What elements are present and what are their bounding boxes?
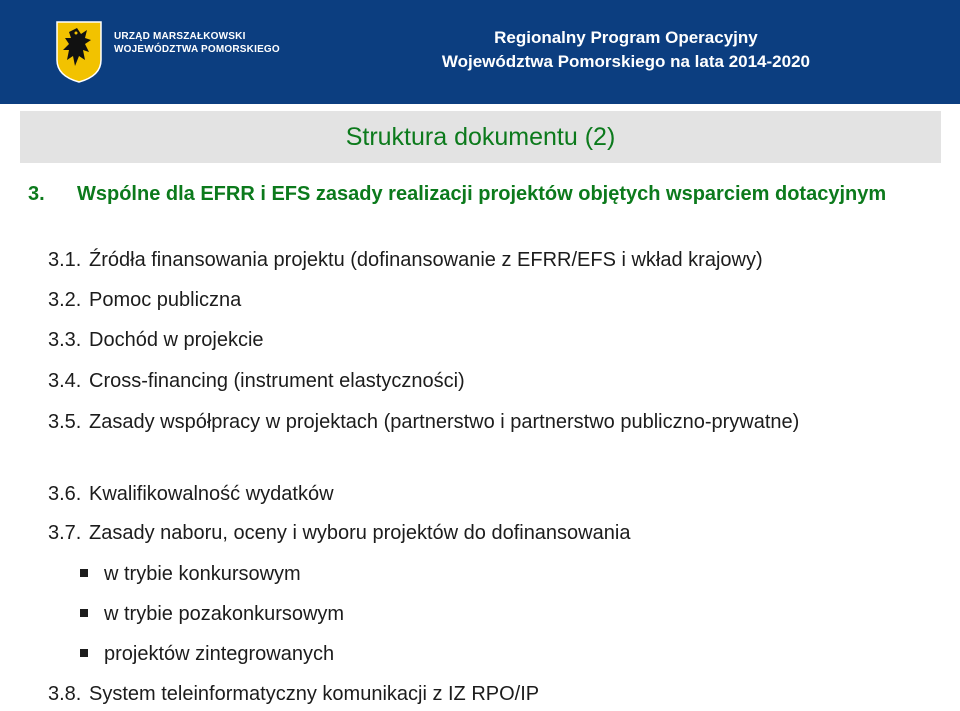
item-number: 3.2. — [48, 289, 82, 311]
item-number: 3.8. — [48, 683, 82, 705]
org-name-line1: URZĄD MARSZAŁKOWSKI — [114, 31, 246, 42]
list-item — [48, 244, 908, 277]
sub-list-item — [80, 638, 334, 671]
item-number: 3.6. — [48, 483, 82, 505]
program-title — [442, 26, 810, 74]
item-text: Pomoc publiczna — [89, 289, 242, 311]
slide-title: Struktura dokumentu (2) — [345, 123, 616, 151]
sub-list-item — [80, 598, 344, 631]
item-number: 3.1. — [48, 249, 82, 271]
list-item — [48, 406, 868, 439]
square-bullet-icon — [80, 609, 88, 617]
list-item — [48, 678, 908, 711]
item-text: Zasady naboru, oceny i wyboru projektów do dofinansowania — [89, 522, 631, 544]
list-item — [48, 478, 908, 511]
item-text: Źródła finansowania projektu (dofinansowanie z EFRR/EFS i wkład krajowy) — [89, 249, 763, 271]
item-number: 3.3. — [48, 329, 82, 351]
org-name-line2: WOJEWÓDZTWA POMORSKIEGO — [114, 44, 280, 55]
program-title-line1: Regionalny Program Operacyjny — [494, 28, 758, 47]
item-text: Cross-financing (instrument elastyczności) — [89, 370, 465, 392]
section-text: Wspólne dla EFRR i EFS zasady realizacji projektów objętych wsparciem dotacyjnym — [77, 183, 887, 205]
sub-list-item — [80, 558, 301, 591]
sub-item-text: w trybie pozakonkursowym — [104, 603, 345, 625]
item-number: 3.5. — [48, 411, 82, 433]
item-text: Kwalifikowalność wydatków — [89, 483, 334, 505]
list-item — [48, 517, 908, 550]
item-number: 3.7. — [48, 522, 82, 544]
item-text: System teleinformatyczny komunikacji z IZ RPO/IP — [89, 683, 540, 705]
list-item — [48, 365, 908, 398]
title-band — [20, 111, 941, 163]
list-item — [48, 324, 908, 357]
sub-item-text: projektów zintegrowanych — [104, 643, 335, 665]
program-title-line2: Województwa Pomorskiego na lata 2014-2020 — [441, 52, 810, 71]
griffin-crest-icon — [55, 20, 103, 84]
section-heading — [28, 178, 908, 210]
sub-item-text: w trybie konkursowym — [104, 563, 301, 585]
section-number: 3. — [28, 183, 45, 205]
square-bullet-icon — [80, 649, 88, 657]
item-number: 3.4. — [48, 370, 82, 392]
list-item — [48, 284, 908, 317]
org-name — [114, 30, 280, 56]
item-text: Dochód w projekcie — [89, 329, 264, 351]
square-bullet-icon — [80, 569, 88, 577]
item-text: Zasady współpracy w projektach (partnerstwo i partnerstwo publiczno-prywatne) — [89, 411, 800, 433]
header-bar — [0, 0, 960, 104]
